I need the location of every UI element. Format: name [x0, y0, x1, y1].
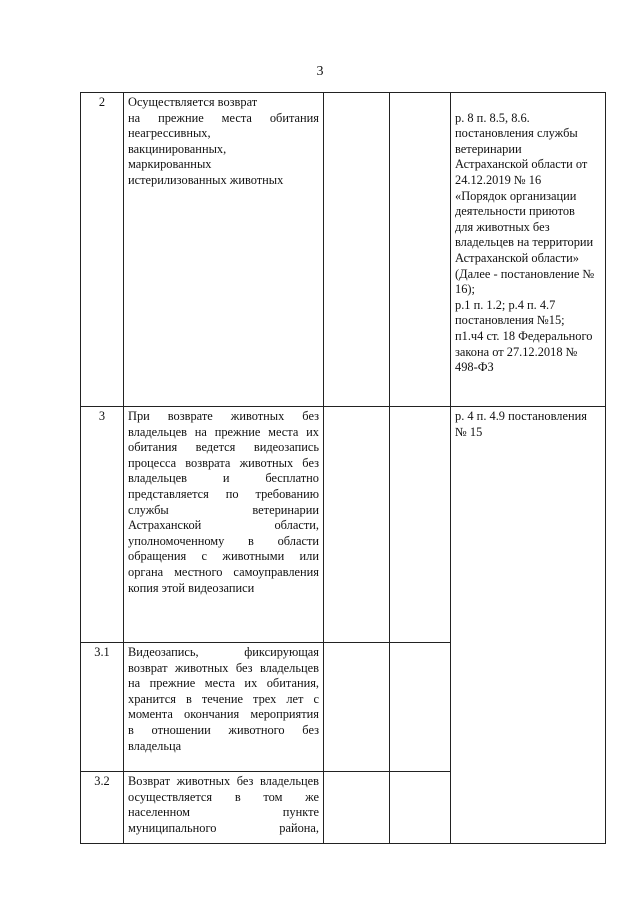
legal-reference-text: р. 4 п. 4.9 постановления № 15	[455, 409, 587, 439]
empty-cell	[324, 643, 390, 772]
text-line: копия этой видеозаписи	[128, 580, 255, 595]
legal-reference-text: р. 8 п. 8.5, 8.6. постановления службы ветеринарии Астраханской области от 24.12.2019 № 16 «Порядок организации деятельности приютов для животных без владельцев на территории Астраханской области» (Далее - постановление № 16); р.1 п. 1.2; р.4 п. 4.7 постановления №15; п1.ч4 ст. 18 Федерального закона от 27.12.2018 № 498-ФЗ	[455, 110, 595, 375]
text-line: муниципального района,	[128, 820, 319, 835]
text-line: Астраханской области,	[128, 518, 319, 533]
text-line: владельца	[128, 738, 182, 753]
text-line: вакцинированных,	[128, 141, 227, 156]
text-line: населенном пункте	[128, 805, 319, 820]
table-row	[81, 93, 606, 407]
empty-cell	[324, 93, 390, 407]
text-line: представляется по требованию	[128, 486, 319, 501]
text-line: органа местного самоуправления	[128, 564, 319, 579]
text-line: При возврате животных без	[128, 409, 319, 423]
requirement-text	[124, 643, 324, 772]
empty-cell	[390, 772, 451, 844]
text-line: неагрессивных,	[128, 126, 211, 141]
requirement-text	[124, 772, 324, 844]
empty-cell	[324, 772, 390, 844]
legal-reference	[451, 407, 606, 844]
text-line: хранится в течение трех лет с	[128, 691, 319, 706]
text-line: обращения с животными или	[128, 549, 319, 564]
text-line: на прежние места их обитания,	[128, 676, 319, 691]
text-line: момента окончания мероприятия	[128, 707, 319, 722]
row-number: 3.1	[81, 643, 124, 772]
text-line: на прежние места обитания	[128, 110, 319, 125]
empty-cell	[324, 407, 390, 643]
legal-reference	[451, 93, 606, 407]
requirements-table	[80, 92, 606, 844]
text-line: процесса возврата животных без	[128, 455, 319, 470]
text-line: службы ветеринарии	[128, 502, 319, 517]
requirement-text	[124, 93, 324, 407]
text-line: Видеозапись, фиксирующая	[128, 645, 319, 659]
text-line: владельцев на прежние места их	[128, 424, 319, 439]
empty-cell	[390, 643, 451, 772]
text-line: Осуществляется возврат	[128, 95, 258, 109]
page-number: 3	[316, 64, 324, 79]
empty-cell	[390, 93, 451, 407]
text-line: владельцев и бесплатно	[128, 471, 319, 486]
text-line: обитания ведется видеозапись	[128, 440, 319, 455]
text-line: истерилизованных животных	[128, 172, 284, 187]
text-line: осуществляется в том же	[128, 789, 319, 804]
text-line: Возврат животных без владельцев	[128, 774, 319, 788]
empty-cell	[390, 407, 451, 643]
text-line: в отношении животного без	[128, 722, 319, 737]
text-line: уполномоченному в области	[128, 533, 319, 548]
text-line: возврат животных без владельцев	[128, 660, 319, 675]
row-number: 3	[81, 407, 124, 643]
row-number: 3.2	[81, 772, 124, 844]
table-row	[81, 407, 606, 643]
requirement-text	[124, 407, 324, 643]
row-number: 2	[81, 93, 124, 407]
text-line: маркированных	[128, 157, 212, 172]
